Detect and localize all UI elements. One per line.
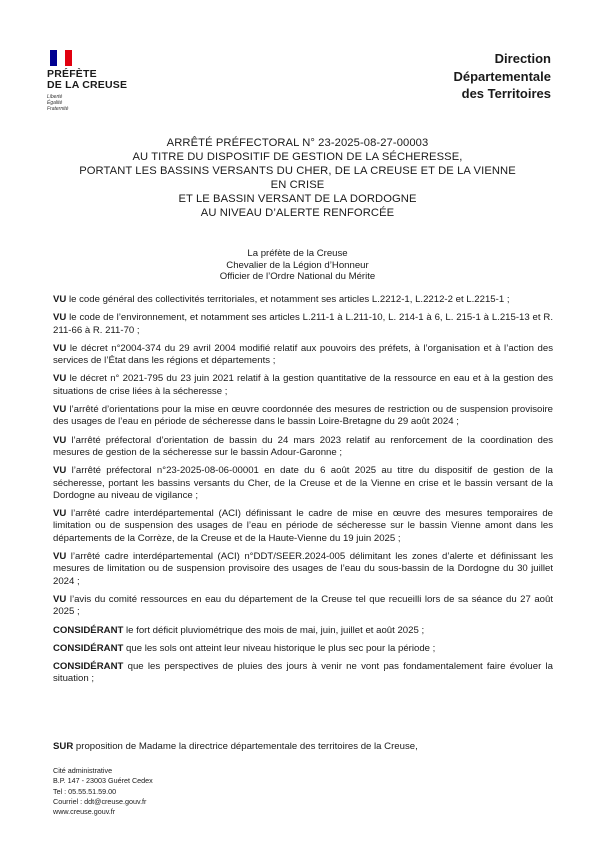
title-line: AU TITRE DU DISPOSITIF DE GESTION DE LA SÉCHERESSE, [132, 150, 463, 163]
recital-text: que les perspectives de pluies des jours à venir ne vont pas fondamentalement faire évoluer la situation ; [53, 661, 553, 685]
motto-line: Liberté [47, 94, 63, 100]
recital-text: l’arrêté préfectoral d’orientation de bassin du 24 mars 2023 relatif au renforcement de la coordination des mesures de gestion de la sécheresse sur le bassin Adour-Garonne ; [53, 434, 553, 458]
recital-text: le code de l’environnement, et notamment ses articles L.211-1 à L.211-10, L. 214-1 à 6, L. 215-1 à L.215-13 et R. 211-66 à R. 211-70 ; [53, 312, 553, 336]
recital-lead: VU [53, 294, 67, 305]
recital-text: l’arrêté cadre interdépartemental (ACI) définissant le cadre de mise en œuvre des mesures temporaires de limitation ou de suspension des usages de l’eau en période de sécheresse sur le bassin Vienne amont dans les départements de la Corrèze, de la Creuse et de la Haute-Vienne du 19 juin 2025 ; [53, 508, 553, 544]
motto-line: Fraternité [47, 106, 69, 112]
direction-line: Départementale [453, 68, 551, 84]
recital-paragraph [53, 343, 553, 368]
recital-lead: CONSIDÉRANT [53, 661, 124, 673]
recital-text: le décret n° 2021-795 du 23 juin 2021 relatif à la gestion quantitative de la ressource en eau et à la gestion des situations de crise liées à la sécheresse ; [53, 373, 553, 397]
recital-lead: VU [53, 342, 67, 354]
phone-line: Tel : 05.55.51.59.00 [53, 786, 117, 796]
address-line: Cité administrative [53, 766, 113, 775]
flag-blue-band [50, 50, 57, 66]
recital-text: le code général des collectivités territoriales, et notamment ses articles L.2212-1, L.2212-2 et L.2215-1 ; [66, 294, 510, 305]
recital-lead: VU [53, 373, 67, 385]
signatory-line: Officier de l’Ordre National du Mérite [219, 271, 376, 282]
signatory-line: Chevalier de la Légion d’Honneur [226, 259, 369, 271]
direction-name [453, 50, 551, 103]
recital-text: l’avis du comité ressources en eau du département de la Creuse tel que recueilli lors de sa séance du 27 août 2025 ; [53, 593, 553, 618]
recital-text: l’arrêté d’orientations pour la mise en œuvre coordonnée des mesures de restriction ou de suspension provisoire des usages de l’eau en période de sécheresse dans le bassin Loire-Bretagne du 29 août 2024 ; [53, 404, 553, 428]
recital-paragraph [53, 594, 553, 619]
recital-paragraph [53, 508, 553, 545]
recital-paragraph [53, 312, 553, 337]
recital-text: que les sols ont atteint leur niveau historique le plus sec pour la période ; [123, 642, 436, 654]
recital-paragraph [53, 373, 553, 398]
direction-line: Direction [494, 51, 551, 66]
recitals [53, 294, 553, 692]
signatory-line: La préfète de la Creuse [247, 248, 348, 259]
recital-lead: CONSIDÉRANT [53, 624, 124, 636]
flag-white-band [57, 50, 64, 66]
proposal-lead: SUR [53, 741, 74, 752]
recital-text: le décret n°2004-374 du 29 avril 2004 modifié relatif aux pouvoirs des préfets, à l’organisation et à l’action des services de l’État dans les régions et départements ; [53, 342, 553, 367]
recital-lead: VU [53, 312, 67, 324]
recital-text: le fort déficit pluviométrique des mois de mai, juin, juillet et août 2025 ; [123, 624, 425, 636]
decree-title [60, 137, 535, 220]
recital-paragraph [53, 661, 553, 686]
recital-lead: VU [53, 404, 67, 416]
signatory-block [60, 248, 535, 283]
prefecture-logo [47, 50, 157, 112]
republic-motto [47, 94, 157, 112]
direction-line: des Territoires [461, 86, 551, 101]
flag-red-band [65, 50, 72, 66]
proposal-line [53, 741, 553, 753]
motto-line: Égalité [47, 100, 63, 106]
email-line: Courriel : ddt@creuse.gouv.fr [53, 796, 147, 806]
flag-icon [50, 50, 72, 66]
recital-text: l’arrêté préfectoral n°23-2025-08-06-00001 en date du 6 août 2025 au titre du dispositif de gestion de la sécheresse, portant les bassins versants du Cher, de la Creuse et de la Vienne en crise et le bassin versant de la Dordogne au niveau de vigilance ; [53, 465, 553, 501]
prefecture-name [47, 69, 157, 91]
recital-paragraph [53, 643, 553, 655]
title-line: ARRÊTÉ PRÉFECTORAL N° 23-2025-08-27-00003 [166, 137, 429, 149]
recital-paragraph [53, 465, 553, 502]
title-line: PORTANT LES BASSINS VERSANTS DU CHER, DE LA CREUSE ET DE LA VIENNE [79, 164, 516, 177]
recital-lead: VU [53, 593, 67, 605]
recital-paragraph [53, 294, 553, 306]
title-line: ET LE BASSIN VERSANT DE LA DORDOGNE [178, 192, 417, 205]
prefecture-name-line1: PRÉFÈTE [47, 68, 97, 80]
prefecture-name-line2: DE LA CREUSE [47, 79, 128, 91]
recital-text: l’arrêté cadre interdépartemental (ACI) n°DDT/SEER.2024-005 délimitant les zones d’alerte et définissant les mesures de limitation ou de suspension provisoire des usages de l’eau du sous-bassin de la Dordogne du 30 juillet 2024 ; [53, 551, 553, 587]
recital-lead: CONSIDÉRANT [53, 642, 124, 654]
website-line: www.creuse.gouv.fr [53, 807, 116, 817]
recital-lead: VU [53, 508, 67, 520]
recital-paragraph [53, 404, 553, 429]
recital-paragraph [53, 625, 553, 637]
address-line: B.P. 147 - 23003 Guéret Cedex [53, 776, 153, 786]
recital-paragraph [53, 551, 553, 588]
footer-address [53, 766, 153, 817]
recital-lead: VU [53, 434, 67, 446]
recital-paragraph [53, 435, 553, 460]
recital-lead: VU [53, 465, 67, 477]
title-line: EN CRISE [270, 178, 325, 191]
recital-lead: VU [53, 551, 67, 563]
proposal-text: proposition de Madame la directrice départementale des territoires de la Creuse, [73, 741, 418, 752]
title-line: AU NIVEAU D’ALERTE RENFORCÉE [200, 206, 395, 219]
